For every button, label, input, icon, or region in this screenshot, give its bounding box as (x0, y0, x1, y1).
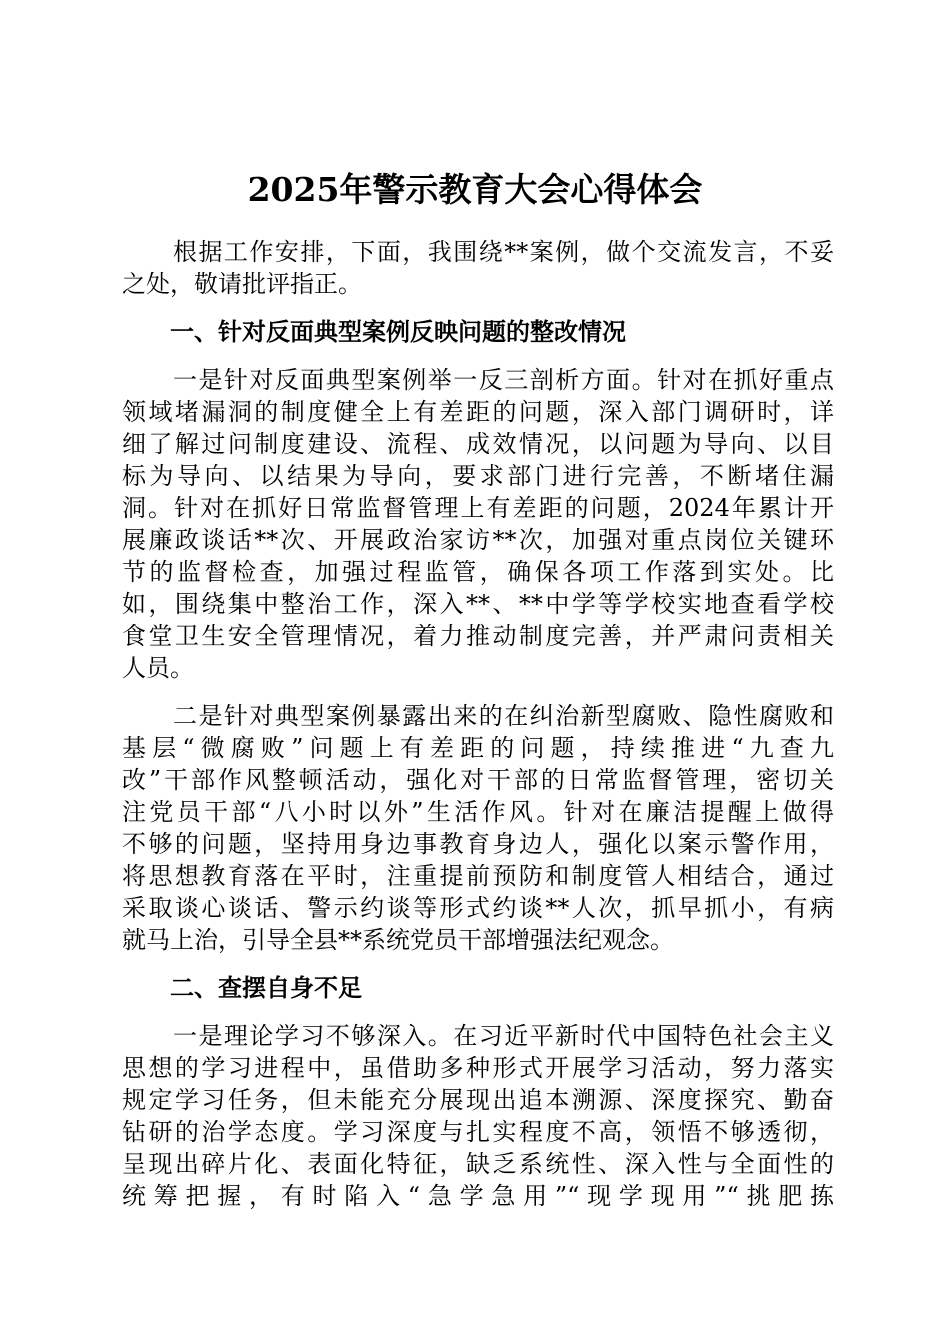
paragraph-line: 标为导向、以结果为导向，要求部门进行完善，不断堵住漏 (122, 462, 834, 490)
paragraph-line: 钻研的治学态度。学习深度与扎实程度不高，领悟不够透彻， (122, 1118, 834, 1146)
paragraph-line: 食堂卫生安全管理情况，着力推动制度完善，并严肃问责相关 (122, 622, 834, 650)
document-title: 2025年警示教育大会心得体会 (247, 170, 703, 209)
paragraph-line: 二是针对典型案例暴露出来的在纠治新型腐败、隐性腐败和 (122, 702, 834, 730)
paragraph-line: 改”干部作风整顿活动，强化对干部的日常监督管理，密切关 (122, 766, 834, 794)
intro-line: 根据工作安排，下面，我围绕**案例，做个交流发言，不妥 (122, 238, 834, 266)
paragraph-line: 不够的问题，坚持用身边事教育身边人，强化以案示警作用， (122, 830, 834, 858)
paragraph-line: 展廉政谈话**次、开展政治家访**次，加强对重点岗位关键环 (122, 526, 834, 554)
paragraph-line: 采取谈心谈话、警示约谈等形式约谈**人次，抓早抓小，有病 (122, 894, 834, 922)
paragraph-line: 注党员干部“八小时以外”生活作风。针对在廉洁提醒上做得 (122, 798, 834, 826)
paragraph-line: 思想的学习进程中，虽借助多种形式开展学习活动，努力落实 (122, 1054, 834, 1082)
paragraph-line: 统筹把握，有时陷入“急学急用”“现学现用”“挑肥拣 (122, 1182, 834, 1210)
paragraph-line: 领域堵漏洞的制度健全上有差距的问题，深入部门调研时，详 (122, 398, 834, 426)
paragraph-line: 细了解过问制度建设、流程、成效情况，以问题为导向、以目 (122, 430, 834, 458)
paragraph-line: 基层“微腐败”问题上有差距的问题，持续推进“九查九 (122, 734, 834, 762)
paragraph-line: 一是针对反面典型案例举一反三剖析方面。针对在抓好重点 (122, 366, 834, 394)
paragraph-line: 节的监督检查，加强过程监管，确保各项工作落到实处。比 (122, 558, 834, 586)
section-heading-2: 二、查摆自身不足 (170, 973, 362, 1002)
paragraph-line: 洞。针对在抓好日常监督管理上有差距的问题，2024年累计开 (122, 494, 834, 522)
paragraph-line: 人员。 (122, 654, 194, 682)
intro-line: 之处，敬请批评指正。 (122, 270, 362, 298)
paragraph-line: 一是理论学习不够深入。在习近平新时代中国特色社会主义 (122, 1022, 834, 1050)
section-heading-1: 一、针对反面典型案例反映问题的整改情况 (170, 317, 626, 346)
paragraph-line: 规定学习任务，但未能充分展现出追本溯源、深度探究、勤奋 (122, 1086, 834, 1114)
paragraph-line: 如，围绕集中整治工作，深入**、**中学等学校实地查看学校 (122, 590, 834, 618)
paragraph-line: 呈现出碎片化、表面化特征，缺乏系统性、深入性与全面性的 (122, 1150, 834, 1178)
paragraph-line: 将思想教育落在平时，注重提前预防和制度管人相结合，通过 (122, 862, 834, 890)
paragraph-line: 就马上治，引导全县**系统党员干部增强法纪观念。 (122, 926, 674, 954)
